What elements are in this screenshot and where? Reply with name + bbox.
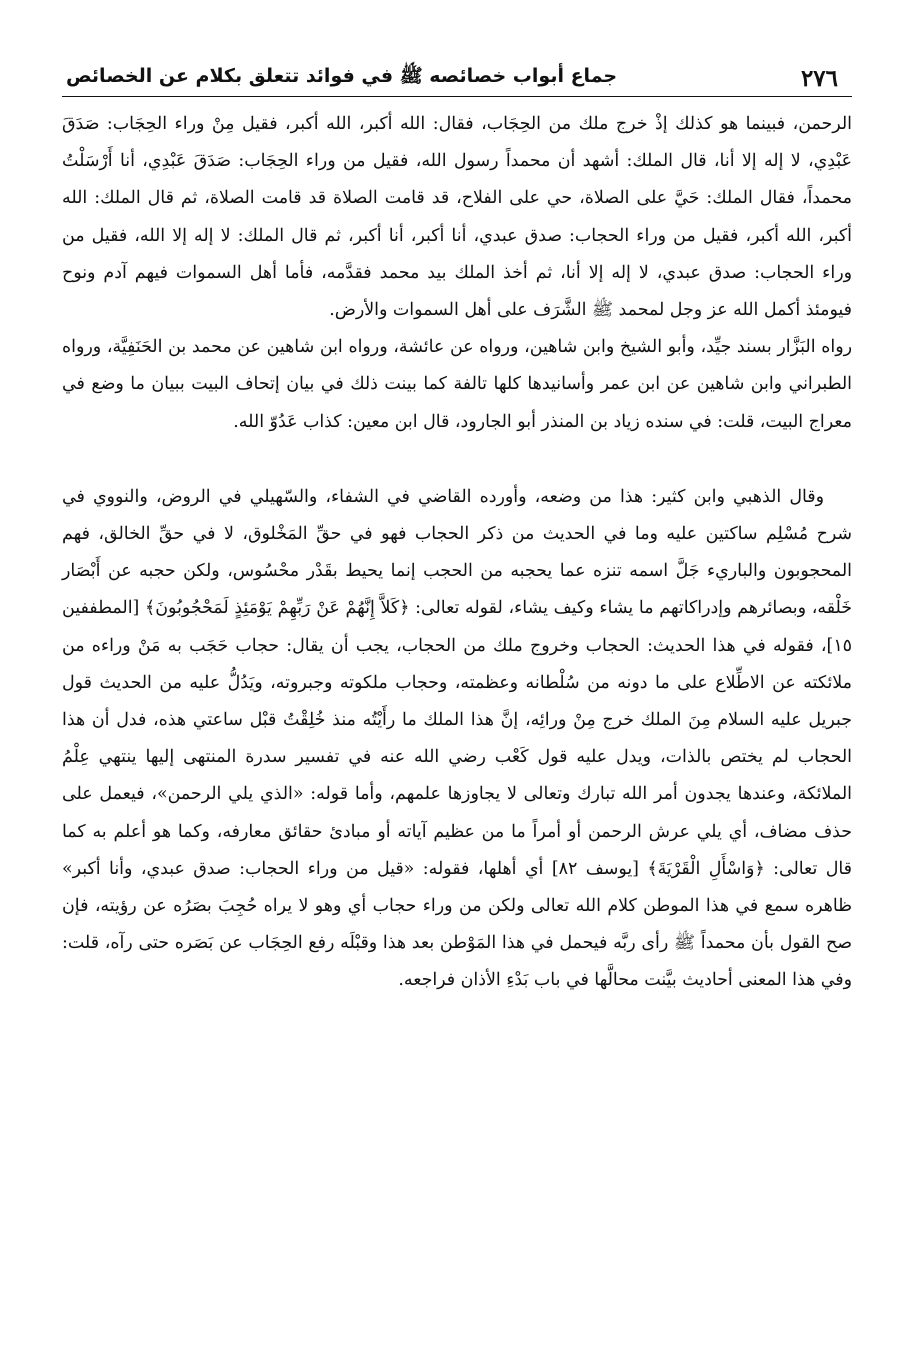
book-page xyxy=(62,52,852,1000)
page-number: ٢٧٦ xyxy=(800,65,838,92)
paragraph-hadith-text: الرحمن، فبينما هو كذلك إذْ خرج ملك من الحِجَاب، فقال: الله أكبر، الله أكبر، فقيل مِنْ وراء الحِجَاب: صَدَقَ عَبْدِي، لا إله إلا أنا، قال الملك: أشهد أن محمداً رسول الله، فقيل من وراء الحِجَاب: صَدَقَ عَبْدِي، أنا أَرْسَلْتُ محمداً، فقال الملك: حَيَّ على الصلاة، حي على الفلاح، قد قامت الصلاة قد قامت الصلاة، ثم قال الملك: الله أكبر، الله أكبر، فقيل من وراء الحجاب: صدق عبدي، أنا أكبر، أنا أكبر، ثم قال الملك: لا إله إلا الله، فقيل من وراء الحجاب: صدق عبدي، لا إله إلا أنا، ثم أخذ الملك بيد محمد فقدَّمه، فأما أهل السموات فيهم آدم ونوح فيومئذ أكمل الله عز وجل لمحمد ﷺ الشَّرَف على أهل السموات والأرض. xyxy=(62,114,852,321)
page-header xyxy=(62,52,852,97)
paragraph-commentary: وقال الذهبي وابن كثير: هذا من وضعه، وأورده القاضي في الشفاء، والسّهيلي في الروض، والنووي في شرح مُسْلِم ساكتين عليه وما في الحديث من ذكر الحجاب فهو في حقِّ المَخْلوق، لا في حقِّ الخالق، فهم المحجوبون والباريء جَلَّ اسمه تنزه عما يحجبه من الحجب إنما يحيط بقَدْر محْسُوس، ولكن حجبه عن أَبْصَار خَلْقه، وبصائرهم وإدراكاتهم ما يشاء وكيف يشاء، لقوله تعالى: ﴿كَلاَّ إِنَّهُمْ عَنْ رَبِّهِمْ يَوْمَئِذٍ لَمَحْجُوبُونَ﴾ [المطففين ١٥]، فقوله في هذا الحديث: الحجاب وخروج ملك من الحجاب، يجب أن يقال: حجاب حَجَب به مَنْ وراءه من ملائكته عن الاطِّلاع على ما دونه من سُلْطانه وعظمته، وحجاب ملكوته وجبروته، ويَدُلُّ عليه من الحديث قول جبريل عليه السلام مِنَ الملك خرج مِنْ ورائِه، إنَّ هذا الملك ما رأَيْتُه منذ خُلِقْتُ قبْل ساعتي هذه، فدل أن هذا الحجاب لم يختص بالذات، ويدل عليه قول كَعْب رضي الله عنه في تفسير سدرة المنتهى إليها ينتهي عِلْمُ الملائكة، وعندها يجدون أمر الله تبارك وتعالى لا يجاوزها علمهم، وأما قوله: «الذي يلي الرحمن»، فيعمل على حذف مضاف، أي يلي عرش الرحمن أو أمراً ما من عظيم آياته أو مبادئ حقائق معارفه، وكما هو أعلم به كما قال تعالى: ﴿وَاسْأَلِ الْقَرْيَةَ﴾ [يوسف ٨٢] أي أهلها، فقوله: «قيل من وراء الحجاب: صدق عبدي، وأنا أكبر» ظاهره سمع في هذا الموطن كلام الله تعالى ولكن من وراء حجاب أي وهو لا يراه حُجِبَ بصَرُه عن رؤيته، فإن صح القول بأن محمداً ﷺ رأى ربَّه فيحمل في هذا المَوْطن بعد هذا وقبْلَه رفع الحِجَاب عن بَصَره حتى رآه، قلت: وفي هذا المعنى أحاديث بيَّنت محالَّها في باب بَدْءِ الأذان فراجعه. xyxy=(62,486,852,991)
running-title: جماع أبواب خصائصه ﷺ في فوائد تتعلق بكلام عن الخصائص xyxy=(66,65,618,87)
paragraph-narration-sources: رواه البَزَّار بسند جيِّد، وأبو الشيخ وابن شاهين، ورواه عن عائشة، ورواه ابن شاهين عن محمد بن الحَنَفِيَّة، ورواه الطبراني وابن شاهين عن ابن عمر وأسانيدها كلها تالفة كما بينت ذلك في بيان إتحاف البيت ببيان ما وضع في معراج البيت، قلت: في سنده زياد بن المنذر أبو الجارود، قال ابن معين: كذاب عَدُوّ الله. xyxy=(62,337,853,432)
